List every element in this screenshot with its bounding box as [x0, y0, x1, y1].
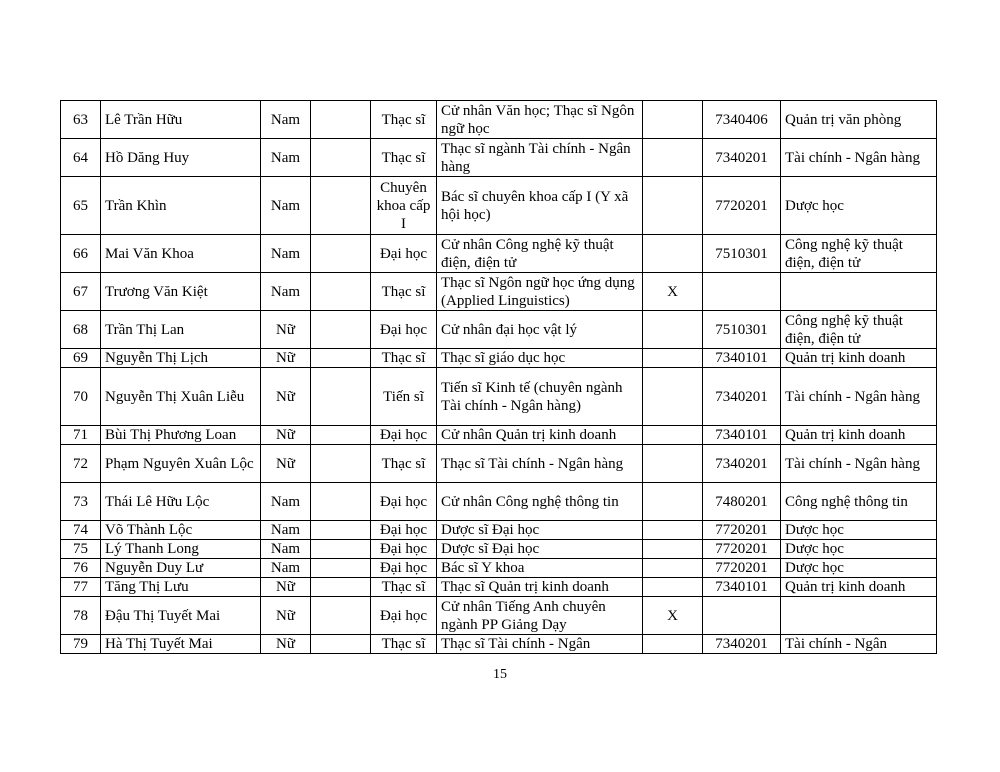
gender-cell: Nữ — [261, 445, 311, 483]
qualification-cell: Thạc sĩ ngành Tài chính - Ngân hàng — [437, 139, 643, 177]
mark-cell — [643, 235, 703, 273]
row-number-cell: 78 — [61, 597, 101, 635]
major-code-cell: 7480201 — [703, 483, 781, 521]
degree-cell: Thạc sĩ — [371, 139, 437, 177]
gender-cell: Nam — [261, 521, 311, 540]
degree-cell: Thạc sĩ — [371, 635, 437, 654]
major-code-cell — [703, 597, 781, 635]
empty-cell — [311, 426, 371, 445]
name-cell: Võ Thành Lộc — [101, 521, 261, 540]
empty-cell — [311, 483, 371, 521]
table-row — [61, 368, 937, 426]
gender-cell: Nam — [261, 177, 311, 235]
qualification-cell: Thạc sĩ Tài chính - Ngân hàng — [437, 445, 643, 483]
degree-cell: Đại học — [371, 521, 437, 540]
major-code-cell: 7720201 — [703, 559, 781, 578]
row-number-cell: 69 — [61, 349, 101, 368]
qualification-cell: Cử nhân Quản trị kinh doanh — [437, 426, 643, 445]
name-cell: Trương Văn Kiệt — [101, 273, 261, 311]
degree-cell: Đại học — [371, 597, 437, 635]
empty-cell — [311, 311, 371, 349]
qualification-cell: Cử nhân Công nghệ kỹ thuật điện, điện tử — [437, 235, 643, 273]
degree-cell: Thạc sĩ — [371, 101, 437, 139]
name-cell: Thái Lê Hữu Lộc — [101, 483, 261, 521]
empty-cell — [311, 349, 371, 368]
major-code-cell: 7720201 — [703, 540, 781, 559]
gender-cell: Nữ — [261, 311, 311, 349]
qualification-cell: Cử nhân đại học vật lý — [437, 311, 643, 349]
row-number-cell: 76 — [61, 559, 101, 578]
gender-cell: Nam — [261, 559, 311, 578]
major-name-cell — [781, 273, 937, 311]
degree-cell: Thạc sĩ — [371, 273, 437, 311]
major-name-cell: Công nghệ kỹ thuật điện, điện tử — [781, 311, 937, 349]
qualification-cell: Dược sĩ Đại học — [437, 540, 643, 559]
major-name-cell: Dược học — [781, 559, 937, 578]
table-row — [61, 540, 937, 559]
major-name-cell: Quản trị kinh doanh — [781, 349, 937, 368]
row-number-cell: 77 — [61, 578, 101, 597]
name-cell: Nguyễn Thị Lịch — [101, 349, 261, 368]
table-row — [61, 273, 937, 311]
empty-cell — [311, 177, 371, 235]
major-name-cell: Dược học — [781, 540, 937, 559]
gender-cell: Nam — [261, 483, 311, 521]
qualification-cell: Dược sĩ Đại học — [437, 521, 643, 540]
row-number-cell: 66 — [61, 235, 101, 273]
table-row — [61, 578, 937, 597]
gender-cell: Nữ — [261, 426, 311, 445]
degree-cell: Đại học — [371, 559, 437, 578]
major-code-cell: 7340101 — [703, 578, 781, 597]
mark-cell — [643, 483, 703, 521]
page-number: 15 — [493, 667, 507, 682]
row-number-cell: 68 — [61, 311, 101, 349]
empty-cell — [311, 273, 371, 311]
major-code-cell: 7340101 — [703, 426, 781, 445]
qualification-cell: Bác sĩ Y khoa — [437, 559, 643, 578]
name-cell: Nguyễn Duy Lư — [101, 559, 261, 578]
qualification-cell: Thạc sĩ giáo dục học — [437, 349, 643, 368]
major-code-cell: 7720201 — [703, 521, 781, 540]
mark-cell — [643, 559, 703, 578]
qualification-cell: Thạc sĩ Ngôn ngữ học ứng dụng (Applied Linguistics) — [437, 273, 643, 311]
table-row — [61, 483, 937, 521]
row-number-cell: 63 — [61, 101, 101, 139]
row-number-cell: 67 — [61, 273, 101, 311]
degree-cell: Đại học — [371, 235, 437, 273]
major-code-cell: 7340201 — [703, 635, 781, 654]
qualification-cell: Tiến sĩ Kinh tế (chuyên ngành Tài chính - Ngân hàng) — [437, 368, 643, 426]
degree-cell: Thạc sĩ — [371, 578, 437, 597]
mark-cell: X — [643, 597, 703, 635]
name-cell: Hồ Dăng Huy — [101, 139, 261, 177]
name-cell: Hà Thị Tuyết Mai — [101, 635, 261, 654]
empty-cell — [311, 578, 371, 597]
qualification-cell: Cử nhân Văn học; Thạc sĩ Ngôn ngữ học — [437, 101, 643, 139]
table-row — [61, 521, 937, 540]
gender-cell: Nữ — [261, 368, 311, 426]
row-number-cell: 75 — [61, 540, 101, 559]
major-name-cell: Tài chính - Ngân — [781, 635, 937, 654]
major-code-cell: 7340201 — [703, 139, 781, 177]
name-cell: Đậu Thị Tuyết Mai — [101, 597, 261, 635]
table-row — [61, 235, 937, 273]
mark-cell — [643, 578, 703, 597]
name-cell: Phạm Nguyên Xuân Lộc — [101, 445, 261, 483]
empty-cell — [311, 139, 371, 177]
table-row — [61, 349, 937, 368]
gender-cell: Nam — [261, 235, 311, 273]
row-number-cell: 73 — [61, 483, 101, 521]
row-number-cell: 72 — [61, 445, 101, 483]
table-row — [61, 559, 937, 578]
major-name-cell: Dược học — [781, 177, 937, 235]
gender-cell: Nữ — [261, 635, 311, 654]
table-row — [61, 139, 937, 177]
gender-cell: Nam — [261, 139, 311, 177]
qualification-cell: Thạc sĩ Quản trị kinh doanh — [437, 578, 643, 597]
major-name-cell: Tài chính - Ngân hàng — [781, 139, 937, 177]
empty-cell — [311, 521, 371, 540]
name-cell: Trần Khìn — [101, 177, 261, 235]
major-name-cell: Công nghệ kỹ thuật điện, điện tử — [781, 235, 937, 273]
gender-cell: Nam — [261, 540, 311, 559]
degree-cell: Thạc sĩ — [371, 445, 437, 483]
name-cell: Lê Trần Hữu — [101, 101, 261, 139]
empty-cell — [311, 101, 371, 139]
degree-cell: Thạc sĩ — [371, 349, 437, 368]
major-name-cell: Tài chính - Ngân hàng — [781, 445, 937, 483]
table-row — [61, 177, 937, 235]
table-row — [61, 597, 937, 635]
mark-cell — [643, 540, 703, 559]
table-row — [61, 635, 937, 654]
row-number-cell: 79 — [61, 635, 101, 654]
row-number-cell: 70 — [61, 368, 101, 426]
major-code-cell: 7720201 — [703, 177, 781, 235]
major-code-cell — [703, 273, 781, 311]
gender-cell: Nữ — [261, 597, 311, 635]
name-cell: Mai Văn Khoa — [101, 235, 261, 273]
table-row — [61, 311, 937, 349]
major-name-cell: Quản trị kinh doanh — [781, 426, 937, 445]
name-cell: Trần Thị Lan — [101, 311, 261, 349]
major-name-cell: Quản trị kinh doanh — [781, 578, 937, 597]
mark-cell — [643, 426, 703, 445]
degree-cell: Đại học — [371, 426, 437, 445]
major-code-cell: 7510301 — [703, 311, 781, 349]
mark-cell — [643, 177, 703, 235]
major-name-cell — [781, 597, 937, 635]
major-code-cell: 7510301 — [703, 235, 781, 273]
degree-cell: Đại học — [371, 540, 437, 559]
empty-cell — [311, 235, 371, 273]
qualification-cell: Cử nhân Công nghệ thông tin — [437, 483, 643, 521]
empty-cell — [311, 368, 371, 426]
mark-cell — [643, 635, 703, 654]
degree-cell: Tiến sĩ — [371, 368, 437, 426]
major-name-cell: Quản trị văn phòng — [781, 101, 937, 139]
qualification-cell: Thạc sĩ Tài chính - Ngân — [437, 635, 643, 654]
major-code-cell: 7340406 — [703, 101, 781, 139]
table-row — [61, 101, 937, 139]
row-number-cell: 65 — [61, 177, 101, 235]
row-number-cell: 74 — [61, 521, 101, 540]
name-cell: Tăng Thị Lưu — [101, 578, 261, 597]
mark-cell — [643, 445, 703, 483]
gender-cell: Nam — [261, 273, 311, 311]
staff-table — [60, 100, 937, 654]
empty-cell — [311, 540, 371, 559]
qualification-cell: Bác sĩ chuyên khoa cấp I (Y xã hội học) — [437, 177, 643, 235]
mark-cell — [643, 349, 703, 368]
mark-cell — [643, 311, 703, 349]
empty-cell — [311, 559, 371, 578]
name-cell: Bùi Thị Phương Loan — [101, 426, 261, 445]
major-code-cell: 7340201 — [703, 368, 781, 426]
degree-cell: Đại học — [371, 311, 437, 349]
degree-cell: Đại học — [371, 483, 437, 521]
table-row — [61, 445, 937, 483]
gender-cell: Nữ — [261, 578, 311, 597]
table-row — [61, 426, 937, 445]
mark-cell — [643, 139, 703, 177]
empty-cell — [311, 635, 371, 654]
empty-cell — [311, 597, 371, 635]
mark-cell: X — [643, 273, 703, 311]
qualification-cell: Cử nhân Tiếng Anh chuyên ngành PP Giảng Dạy — [437, 597, 643, 635]
mark-cell — [643, 101, 703, 139]
empty-cell — [311, 445, 371, 483]
row-number-cell: 71 — [61, 426, 101, 445]
major-name-cell: Dược học — [781, 521, 937, 540]
row-number-cell: 64 — [61, 139, 101, 177]
major-code-cell: 7340201 — [703, 445, 781, 483]
name-cell: Nguyễn Thị Xuân Liễu — [101, 368, 261, 426]
major-name-cell: Tài chính - Ngân hàng — [781, 368, 937, 426]
mark-cell — [643, 368, 703, 426]
mark-cell — [643, 521, 703, 540]
major-name-cell: Công nghệ thông tin — [781, 483, 937, 521]
degree-cell: Chuyên khoa cấp I — [371, 177, 437, 235]
name-cell: Lý Thanh Long — [101, 540, 261, 559]
major-code-cell: 7340101 — [703, 349, 781, 368]
gender-cell: Nam — [261, 101, 311, 139]
gender-cell: Nữ — [261, 349, 311, 368]
